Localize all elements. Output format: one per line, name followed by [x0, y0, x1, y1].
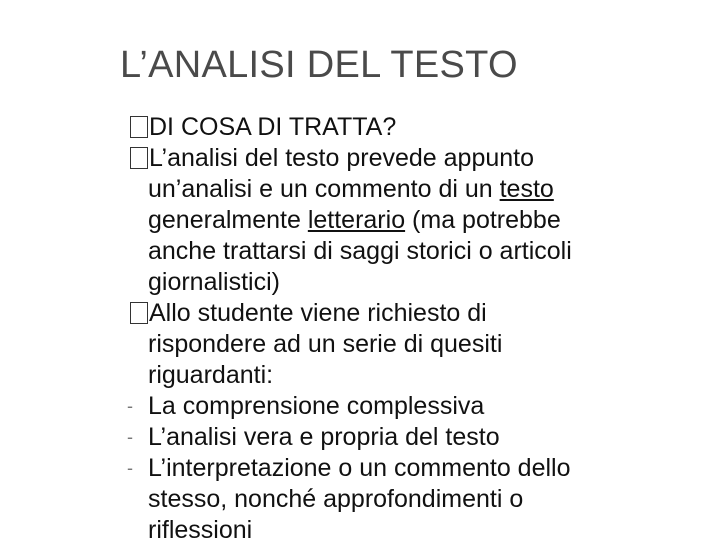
bullet-continuation: rispondere ad un serie di quesiti [148, 330, 503, 358]
slide-title: L’ANALISI DEL TESTO [120, 44, 518, 86]
dash-continuation: riflessioni [148, 516, 253, 540]
bullet-continuation: generalmente letterario (ma potrebbe [148, 206, 561, 234]
dash-item: - L’interpretazione o un commento dello [127, 454, 571, 482]
bullet-box-icon [130, 116, 148, 138]
bullet-box-icon [130, 147, 148, 169]
dash-item: - La comprensione complessiva [127, 392, 485, 420]
bullet-continuation: giornalistici) [148, 268, 280, 296]
bullet-box-icon [130, 302, 148, 324]
dash-continuation: stesso, nonché approfondimenti o [148, 485, 524, 513]
bullet-continuation: riguardanti: [148, 361, 274, 389]
underlined-word: testo [499, 175, 554, 203]
bullet-continuation: un’analisi e un commento di un testo [148, 175, 554, 203]
underlined-word: letterario [307, 206, 406, 234]
bullet-item: DI COSA DI TRATTA? [130, 112, 690, 143]
slide-content [127, 112, 690, 540]
bullet-continuation: anche trattarsi di saggi storici o articoli [148, 237, 572, 265]
bullet-item: Allo studente viene richiesto di [130, 298, 690, 329]
dash-marker: - [127, 427, 133, 447]
bullet-item: L’analisi del testo prevede appunto [130, 143, 690, 174]
dash-item: - L’analisi vera e propria del testo [127, 423, 500, 451]
dash-marker: - [127, 396, 133, 416]
dash-marker: - [127, 458, 133, 478]
